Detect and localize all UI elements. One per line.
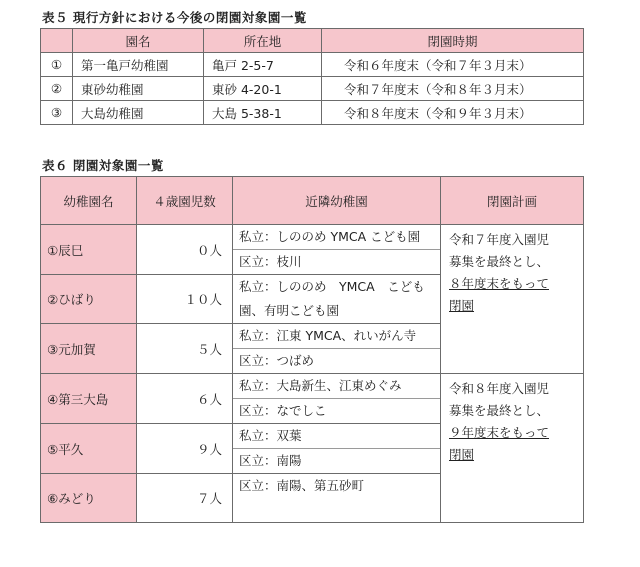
table6-header-count: ４歳園児数 (137, 177, 233, 225)
nearby-kindergartens (233, 474, 441, 523)
closure-period: 令和７年度末（令和８年３月末） (322, 77, 584, 101)
kindergarten-name: 東砂幼稚園 (73, 77, 204, 101)
plan-line: 閉園 (449, 298, 475, 313)
table-row (41, 101, 584, 125)
table5-header-row (41, 29, 584, 53)
four-year-old-count: ９人 (137, 424, 233, 474)
plan-line: 募集を最終とし、 (449, 403, 550, 418)
nearby-line: 私立：江東 YMCA、れいがん寺 (239, 328, 417, 343)
table6-header-row (41, 177, 584, 225)
nearby-kindergartens (233, 225, 441, 275)
closure-plan (441, 225, 584, 374)
nearby-line: 私立：大島新生、江東めぐみ (239, 378, 402, 393)
closure-target-table (40, 176, 584, 523)
nearby-line: 区立：南陽 (233, 448, 440, 473)
table6-header-plan: 閉園計画 (441, 177, 584, 225)
table-row (41, 225, 584, 275)
closure-period: 令和８年度末（令和９年３月末） (322, 101, 584, 125)
table5-header-location: 所在地 (204, 29, 322, 53)
four-year-old-count: １０人 (137, 275, 233, 324)
row-number: ① (41, 53, 73, 77)
nearby-line: 私立：しののめ YMCA こども園 (239, 229, 421, 244)
location: 亀戸 2-5-7 (204, 53, 322, 77)
table5-caption: 表５ 現行方針における今後の閉園対象園一覧 (42, 10, 307, 25)
plan-line: ９年度末をもって (449, 425, 550, 440)
kindergarten-name: ④第三大島 (41, 374, 137, 424)
table6-header-nearby: 近隣幼稚園 (233, 177, 441, 225)
nearby-line: 区立：なでしこ (233, 398, 440, 423)
table5-header-period: 閉園時期 (322, 29, 584, 53)
four-year-old-count: ０人 (137, 225, 233, 275)
kindergarten-name: ③元加賀 (41, 324, 137, 374)
kindergarten-name: 大島幼稚園 (73, 101, 204, 125)
four-year-old-count: ７人 (137, 474, 233, 523)
nearby-kindergartens (233, 275, 441, 324)
kindergarten-name: ②ひばり (41, 275, 137, 324)
nearby-line: 私立：しののめ YMCA こども (239, 279, 425, 294)
table-row (41, 53, 584, 77)
nearby-line: 区立：南陽、第五砂町 (239, 478, 365, 493)
kindergarten-name: 第一亀戸幼稚園 (73, 53, 204, 77)
four-year-old-count: ５人 (137, 324, 233, 374)
nearby-kindergartens (233, 424, 441, 474)
nearby-line: 区立：つばめ (233, 348, 440, 373)
table-row (41, 77, 584, 101)
kindergarten-name: ⑤平久 (41, 424, 137, 474)
nearby-line: 区立：枝川 (233, 249, 440, 274)
plan-line: 令和８年度入園児 (449, 381, 550, 396)
nearby-kindergartens (233, 374, 441, 424)
table5-header-name: 園名 (73, 29, 204, 53)
plan-line: 閉園 (449, 447, 475, 462)
plan-line: 令和７年度入園児 (449, 232, 550, 247)
closure-target-table-current (40, 28, 584, 125)
nearby-line: 私立：双葉 (239, 428, 302, 443)
table6-header-name: 幼稚園名 (41, 177, 137, 225)
table5-header-no (41, 29, 73, 53)
row-number: ② (41, 77, 73, 101)
row-number: ③ (41, 101, 73, 125)
plan-line: 募集を最終とし、 (449, 254, 550, 269)
closure-plan (441, 374, 584, 523)
nearby-line: 園、有明こども園 (239, 303, 340, 318)
kindergarten-name: ①辰巳 (41, 225, 137, 275)
table6-caption: 表６ 閉園対象園一覧 (42, 158, 164, 173)
closure-period: 令和６年度末（令和７年３月末） (322, 53, 584, 77)
plan-line: ８年度末をもって (449, 276, 550, 291)
location: 大島 5-38-1 (204, 101, 322, 125)
kindergarten-name: ⑥みどり (41, 474, 137, 523)
nearby-kindergartens (233, 324, 441, 374)
four-year-old-count: ６人 (137, 374, 233, 424)
table-row (41, 374, 584, 424)
location: 東砂 4-20-1 (204, 77, 322, 101)
